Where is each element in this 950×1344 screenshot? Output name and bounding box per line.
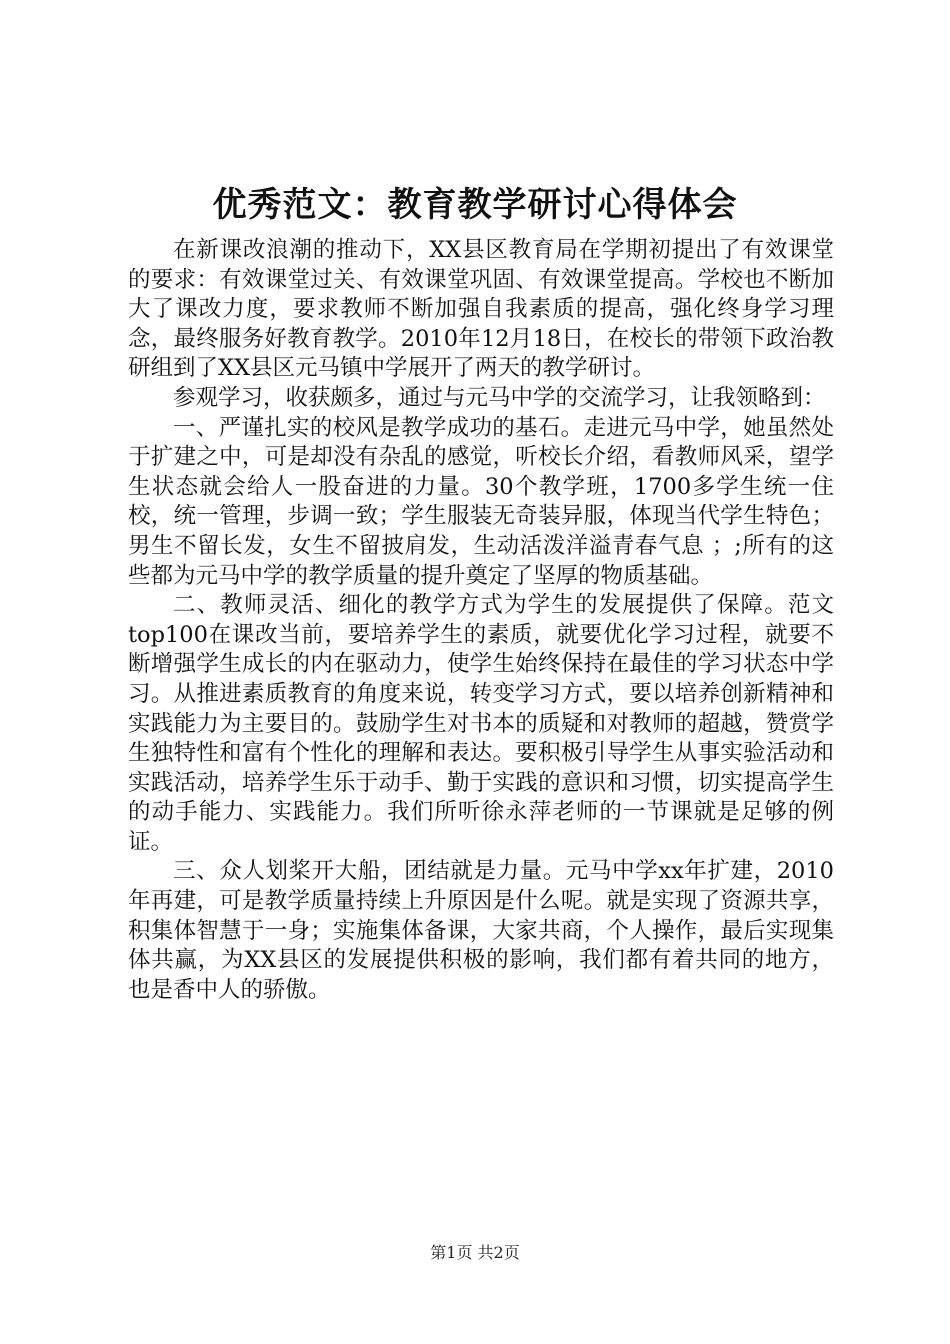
page-number-footer: 第1页 共2页 [430,1243,520,1262]
document-body [128,236,834,1005]
paragraph-point-one: 一、严谨扎实的校风是教学成功的基石。走进元马中学，她虽然处于扩建之中，可是却没有杂乱的感觉，听校长介绍，看教师风采，望学生状态就会给人一股奋进的力量。30个教学班，1700多学生统一住校，统一管理，步调一致；学生服装无奇装异服，体现当代学生特色；男生不留长发，女生不留披肩发，生动活泼洋溢青春气息 ；;所有的这些都为元马中学的教学质量的提升奠定了坚厚的物质基础。 [128,414,834,589]
paragraph-point-three: 三、众人划桨开大船，团结就是力量。元马中学xx年扩建，2010年再建，可是教学质量持续上升原因是什么呢。就是实现了资源共享，积集体智慧于一身；实施集体备课，大家共商，个人操作，最后实现集体共赢，为XX县区的发展提供积极的影响，我们都有着共同的地方，也是香中人的骄傲。 [128,858,834,1003]
paragraph-intro: 在新课改浪潮的推动下，XX县区教育局在学期初提出了有效课堂的要求：有效课堂过关、有效课堂巩固、有效课堂提高。学校也不断加大了课改力度，要求教师不断加强自我素质的提高，强化终身学习理念，最终服务好教育教学。2010年12月18日，在校长的带领下政治教研组到了XX县区元马镇中学展开了两天的教学研讨。 [128,237,834,382]
paragraph-point-two: 二、教师灵活、细化的教学方式为学生的发展提供了保障。范文top100在课改当前，要培养学生的素质，就要优化学习过程，就要不断增强学生成长的内在驱动力，使学生始终保持在最佳的学习状态中学习。从推进素质教育的角度来说，转变学习方式，要以培养创新精神和实践能力为主要目的。鼓励学生对书本的质疑和对教师的超越，赞赏学生独特性和富有个性化的理解和表达。要积极引导学生从事实验活动和实践活动，培养学生乐于动手、勤于实践的意识和习惯，切实提高学生的动手能力、实践能力。我们所听徐永萍老师的一节课就是足够的例证。 [128,592,834,855]
document-title: 优秀范文：教育教学研讨心得体会 [212,185,738,225]
paragraph-visit: 参观学习，收获颇多，通过与元马中学的交流学习，让我领略到： [173,384,826,411]
